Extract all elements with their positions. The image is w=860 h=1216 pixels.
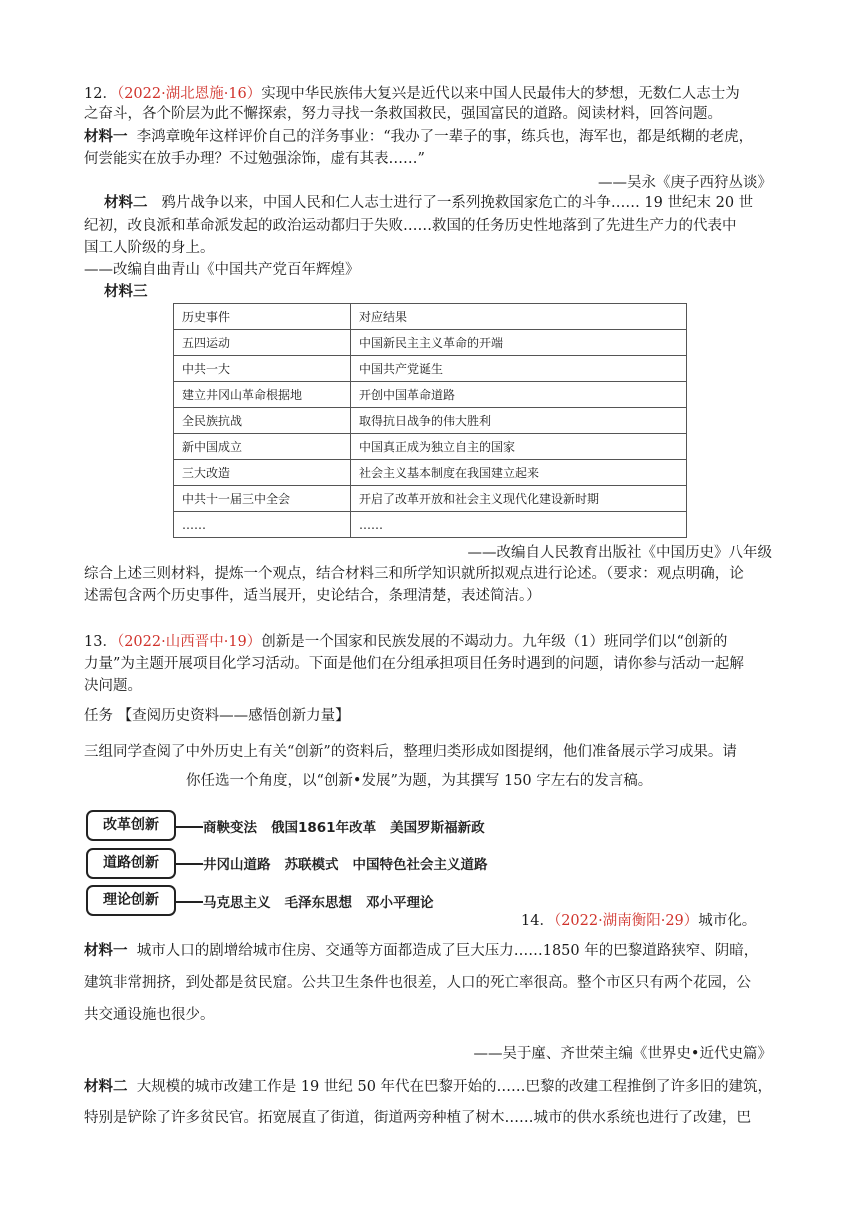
table-cell-result: 社会主义基本制度在我国建立起来	[351, 460, 687, 486]
q14-material2-text1: 大规模的城市改建工作是 19 世纪 50 年代在巴黎开始的……巴黎的改建工程推倒了许多旧的建筑，	[136, 1079, 773, 1095]
outline-connector	[175, 901, 203, 903]
q12-material1-citation: ——吴永《庚子西狩丛谈》	[598, 175, 772, 191]
table-row	[174, 382, 687, 408]
outline-box-road: 道路创新	[86, 848, 176, 879]
table-cell-event: 五四运动	[174, 330, 351, 356]
outline-items-road	[203, 853, 502, 873]
q12-material1-text1: 李鸿章晚年这样评价自己的洋务事业：“我办了一辈子的事，练兵也，海军也，都是纸糊的老虎，	[136, 129, 754, 145]
outline-items-reform	[203, 816, 499, 836]
q12-number: 12．	[84, 86, 117, 102]
table-cell-event: ……	[174, 512, 351, 538]
table-row	[174, 356, 687, 382]
outline-connector	[175, 863, 203, 865]
table-cell-result: 中国新民主主义革命的开端	[351, 330, 687, 356]
q14-source: （2022·湖南衡阳·29）	[553, 913, 699, 929]
q12-material1-line2: 何尝能实在放手办理？不过勉强涂饰，虚有其表……”	[84, 151, 425, 167]
q12-material2-citation: ——改编自曲青山《中国共产党百年辉煌》	[84, 262, 360, 278]
q14-title: 城市化。	[698, 913, 757, 929]
q13-task-title: 任务 【查阅历史资料——感悟创新力量】	[84, 708, 350, 724]
q14-header	[521, 909, 756, 930]
q12-intro-text1: 实现中华民族伟大复兴是近代以来中国人民最伟大的梦想，无数仁人志士为	[261, 86, 740, 102]
q13-intro-line3: 决问题。	[84, 678, 142, 694]
q12-material2-line1	[104, 193, 753, 213]
q12-material2-text1: 鸦片战争以来，中国人民和仁人志士进行了一系列挽救国家危亡的斗争…… 19 世纪末 20 世	[161, 195, 754, 211]
q12-intro-line1	[84, 84, 740, 104]
q14-number: 14．	[521, 913, 554, 929]
outline-item: 井冈山道路	[203, 857, 271, 873]
outline-items-theory	[203, 891, 448, 911]
table-row	[174, 512, 687, 538]
table-cell-event: 三大改造	[174, 460, 351, 486]
outline-item: 商鞅变法	[203, 820, 257, 836]
table-row	[174, 460, 687, 486]
q12-material2-label: 材料二	[104, 194, 148, 211]
outline-item: 毛泽东思想	[284, 895, 352, 911]
table-row	[174, 434, 687, 460]
q14-material1-line1	[84, 941, 758, 961]
outline-box-reform: 改革创新	[86, 810, 176, 841]
table-cell-result: ……	[351, 512, 687, 538]
q12-source: （2022·湖北恩施·16）	[116, 86, 262, 102]
outline-item: 美国罗斯福新政	[390, 820, 485, 836]
q13-intro-text1: 创新是一个国家和民族发展的不竭动力。九年级（1）班同学们以“创新的	[261, 634, 728, 650]
outline-item: 苏联模式	[284, 857, 339, 873]
q12-task-line2: 述需包含两个历史事件，适当展开，史论结合，条理清楚，表述简洁。）	[84, 588, 541, 604]
q13-number: 13．	[84, 634, 117, 650]
q12-material2-line3: 国工人阶级的身上。	[84, 240, 215, 256]
table-header-row	[174, 304, 687, 330]
table-cell-result: 取得抗日战争的伟大胜利	[351, 408, 687, 434]
q13-task-line1: 三组同学查阅了中外历史上有关“创新”的资料后，整理归类形成如图提纲，他们准备展示学习成果。请	[84, 744, 737, 760]
table-cell-result: 中国共产党诞生	[351, 356, 687, 382]
table-cell-result: 中国真正成为独立自主的国家	[351, 434, 687, 460]
outline-box-theory: 理论创新	[86, 885, 176, 916]
table-cell-event: 新中国成立	[174, 434, 351, 460]
q12-task-line1: 综合上述三则材料，提炼一个观点，结合材料三和所学知识就所拟观点进行论述。（要求：观点明确，论	[84, 566, 744, 582]
outline-item: 俄国1861年改革	[271, 820, 377, 836]
table-cell-result: 开启了改革开放和社会主义现代化建设新时期	[351, 486, 687, 512]
outline-connector	[175, 826, 203, 828]
table-cell-event: 中共一大	[174, 356, 351, 382]
q12-material3-table	[173, 303, 687, 538]
outline-item: 马克思主义	[203, 895, 271, 911]
table-row	[174, 408, 687, 434]
table-cell-event: 建立井冈山革命根据地	[174, 382, 351, 408]
table-row	[174, 486, 687, 512]
outline-item: 邓小平理论	[366, 895, 434, 911]
outline-item: 中国特色社会主义道路	[352, 857, 488, 873]
q14-material2-line1	[84, 1077, 772, 1097]
table-row	[174, 330, 687, 356]
table-header-event: 历史事件	[174, 304, 351, 330]
q13-source: （2022·山西晋中·19）	[116, 634, 262, 650]
q12-material3-citation: ——改编自人民教育出版社《中国历史》八年级	[467, 545, 772, 561]
q12-material3-label: 材料三	[104, 283, 148, 300]
q14-material1-citation: ——吴于廑、齐世荣主编《世界史•近代史篇》	[473, 1046, 772, 1062]
table-cell-event: 中共十一届三中全会	[174, 486, 351, 512]
q13-intro-line1	[84, 632, 727, 652]
q14-material2-line2: 特别是铲除了许多贫民官。拓宽展直了街道，街道两旁种植了树木……城市的供水系统也进行了改建，巴	[84, 1110, 751, 1126]
q12-material1-label: 材料一	[84, 128, 128, 145]
table-header-result: 对应结果	[351, 304, 687, 330]
q14-material1-line2: 建筑非常拥挤，到处都是贫民窟。公共卫生条件也很差，人口的死亡率很高。整个市区只有两个花园，公	[84, 975, 751, 991]
q13-task-line2: 你任选一个角度，以“创新•发展”为题，为其撰写 150 字左右的发言稿。	[186, 773, 653, 789]
q12-material2-line2: 纪初，改良派和革命派发起的政治运动都归于失败……救国的任务历史性地落到了先进生产力的代表中	[84, 218, 737, 234]
q12-material1-line1	[84, 127, 753, 147]
q13-intro-line2: 力量”为主题开展项目化学习活动。下面是他们在分组承担项目任务时遇到的问题，请你参与活动一起解	[84, 656, 744, 672]
q14-material2-label: 材料二	[84, 1078, 128, 1095]
q12-intro-line2: 之奋斗，各个阶层为此不懈探索，努力寻找一条救国救民，强国富民的道路。阅读材料，回答问题。	[84, 106, 722, 122]
q14-material1-label: 材料一	[84, 942, 128, 959]
table-cell-event: 全民族抗战	[174, 408, 351, 434]
q14-material1-text1: 城市人口的剧增给城市住房、交通等方面都造成了巨大压力……1850 年的巴黎道路狭窄、阴暗，	[136, 943, 759, 959]
q14-material1-line3: 共交通设施也很少。	[84, 1007, 215, 1023]
table-cell-result: 开创中国革命道路	[351, 382, 687, 408]
